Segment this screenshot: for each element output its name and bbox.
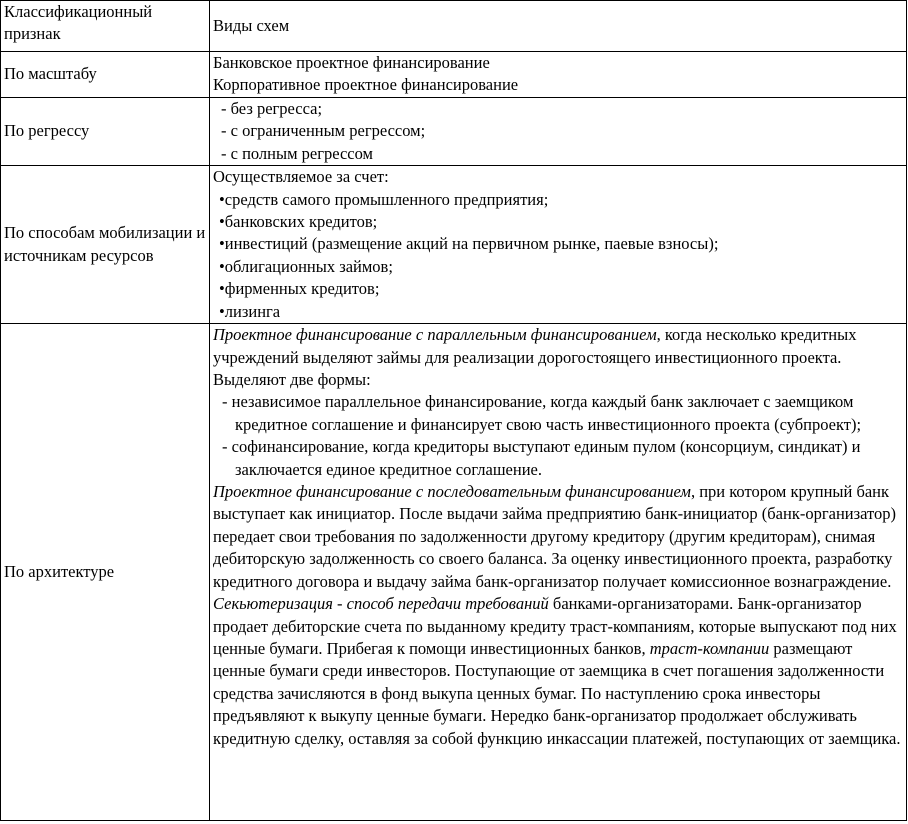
- sequential-title: Проектное финансирование с последовательным финансированием: [213, 482, 691, 502]
- parallel-title: Проектное финансирование с параллельным финансированием: [213, 325, 657, 345]
- row-label-mobilization: По способам мобилизации и источникам ресурсов: [1, 166, 210, 324]
- list-item: •инвестиций (размещение акций на первичном рынке, паевые взносы);: [219, 234, 719, 254]
- header-col2: Виды схем: [210, 1, 907, 52]
- list-item: - с ограниченным регрессом;: [221, 121, 426, 141]
- row-content-architecture: [210, 324, 907, 821]
- parallel-paragraph: [213, 324, 903, 391]
- list-item: Корпоративное проектное финансирование: [213, 75, 519, 95]
- row-content-scale: [210, 52, 907, 98]
- row-label-regress: По регрессу: [1, 98, 210, 166]
- list-item: - без регресса;: [221, 99, 323, 118]
- list-item: - софинансирование, когда кредиторы выступают единым пулом (консорциум, синдикат) и заключается единое кредитное соглашение.: [222, 437, 861, 479]
- list-item: •фирменных кредитов;: [219, 279, 380, 299]
- list-item: Банковское проектное финансирование: [213, 53, 490, 72]
- securitization-text-1: банками-организаторами. Банк-организатор продает дебиторские счета по выданному кредиту траст-компаниям, которые выпускают под них ценные бумаги. Прибегая к помощи инвестиционных банков,: [213, 594, 897, 658]
- list-intro: Осуществляемое за счет:: [213, 167, 389, 187]
- list-item: - с полным регрессом: [221, 143, 373, 163]
- securitization-paragraph: [213, 593, 903, 750]
- list-item: - независимое параллельное финансирование, когда каждый банк заключает с заемщиком кредитное соглашение и финансирует свою часть инвестиционного проекта (субпроект);: [222, 392, 862, 434]
- table-row-architecture: [1, 324, 907, 821]
- row-content-mobilization: [210, 166, 907, 324]
- list-item: •лизинга: [219, 301, 281, 321]
- securitization-text-2: размещают ценные бумаги среди инвесторов. Поступающие от заемщика в счет погашения задолженности средства зачисляются в фонд выкупа ценных бумаг. По наступлению срока инвесторы предъявляют к выкупу ценные бумаги. Нередко банк-организатор продолжает обслуживать кредитную сделку, оставляя за собой функцию инкассации платежей, поступающих от заемщика.: [213, 638, 901, 748]
- header-col1: Классификационный признак: [1, 1, 210, 52]
- table-row-scale: [1, 52, 907, 98]
- table-row-regress: [1, 98, 907, 166]
- list-item: •средств самого промышленного предприятия;: [219, 189, 549, 209]
- list-item: •банковских кредитов;: [219, 212, 378, 232]
- table-row-mobilization: [1, 166, 907, 324]
- sequential-text: , при котором крупный банк выступает как инициатор. После выдачи займа предприятию банк-инициатор (банк-организатор) передает свои требования по задолженности другому кредитору (другим кредиторам), снимая дебиторскую задолженность со своего баланса. За оценку инвестиционного проекта, разработку кредитного договора и выдачу займа банк-организатор получает комиссионное вознаграждение.: [213, 482, 897, 591]
- securitization-title: Секьютеризация - способ передачи требований: [213, 594, 549, 614]
- securitization-trust-companies: траст-компании: [649, 638, 770, 658]
- parallel-text: , когда несколько кредитных учреждений выделяют займы для реализации дорогостоящего инвестиционного проекта. Выделяют две формы:: [213, 325, 857, 390]
- sequential-paragraph: [213, 481, 903, 593]
- table-header-row: [1, 1, 907, 52]
- row-label-scale: По масштабу: [1, 52, 210, 98]
- row-content-regress: [210, 98, 907, 166]
- row-label-architecture: По архитектуре: [1, 324, 210, 821]
- list-item: •облигационных займов;: [219, 256, 393, 276]
